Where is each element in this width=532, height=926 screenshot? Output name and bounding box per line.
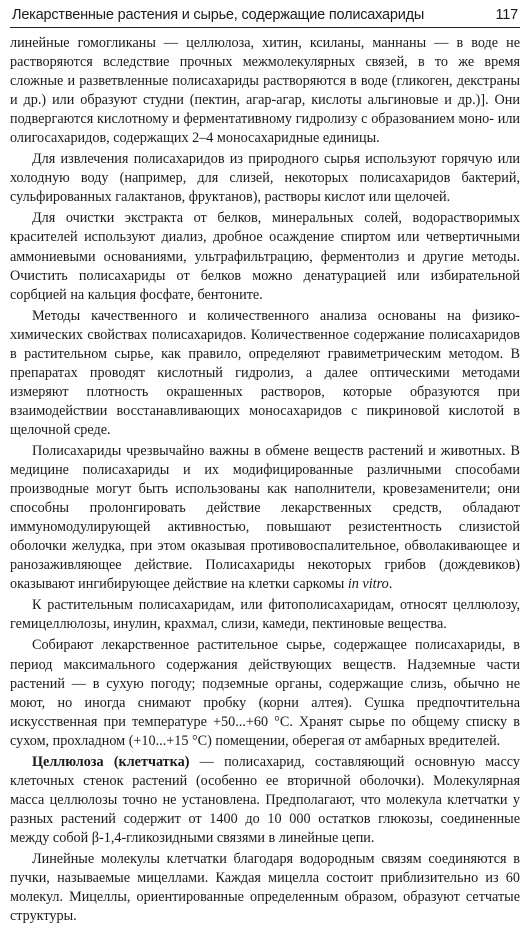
body-text (10, 34, 520, 926)
page-number: 117 (495, 7, 518, 23)
paragraph-4: Методы качественного и количественного анализа основаны на физико-химических свойствах полисахаридов. Количественное содержание полисахаридов в растительном сырье, как правило, определяют гравиметрическим методом. В препаратах проводят кислотный гидролиз, а далее оптическими методами измеряют плотность окрашенных растворов, которые образуются при взаимодействии восстанавливающих моносахаридов с пикриновой кислотой в щелочной среде. (10, 307, 520, 438)
paragraph-6: К растительным полисахаридам, или фитополисахаридам, относят целлюлозу, гемицеллюлозы, инулин, крахмал, слизи, камеди, пектиновые вещества. (10, 597, 520, 633)
paragraph-8-text: — полисахарид, составляющий основную массу клеточных стенок растений (особенно ее вторичной оболочки). Молекулярная масса целлюлозы точно не установлена. Предполагают, что молекула клетчатки у разных растений содержит от 1400 до 10 000 остатков глюкозы, соединенные между собой β-1,4-гликозидными связями в линейные цепи. (10, 753, 520, 846)
running-title: Лекарственные растения и сырье, содержащие полисахариды (12, 7, 425, 23)
cellulose-term: Целлюлоза (клетчатка) (32, 753, 190, 770)
paragraph-9: Линейные молекулы клетчатки благодаря водородным связям соединяются в пучки, называемые мицеллами. Каждая мицелла состоит приблизительно из 60 молекул. Мицеллы, ориентированные определенным образом, образуют сетчатые структуры. (10, 850, 520, 925)
running-head (10, 0, 520, 28)
paragraph-8 (10, 753, 520, 848)
paragraph-5-end: . (388, 576, 393, 593)
paragraph-7: Собирают лекарственное растительное сырье, содержащее полисахариды, в период максимального содержания действующих веществ. Надземные части растений — в сухую погоду; подземные органы, содержащие слизь, обычно не моют, но иногда снимают пробку (корни алтея). Сушка предпочтительна искусственная при температуре +50...+60 °С. Хранят сырье по общему списку в сухом, прохладном (+10...+15 °С) помещении, оберегая от амбарных вредителей. (10, 637, 520, 749)
in-vitro-italic: in vitro (347, 576, 389, 593)
paragraph-1: линейные гомогликаны — целлюлоза, хитин, ксиланы, маннаны — в воде не растворяются вследствие прочных межмолекулярных связей, в то же время сложные и разветвленные полисахариды растворяются в воде (гликоген, декстраны и др.) или образуют студни (пектин, агар-агар, кислоты альгиновые и др.)]. Они подвергаются кислотному и ферментативному гидролизу с образованием моно- или олигосахаридов, содержащих 2–4 моносахаридные единицы. (10, 35, 520, 147)
paragraph-5 (10, 442, 520, 594)
paragraph-5-text: Полисахариды чрезвычайно важны в обмене веществ растений и животных. В медицине полисахариды и их модифицированные различными способами производные могут быть использованы как наполнители, кровезаменители; они способны пролонгировать действие лекарственных средств, обладают иммуномодулирующей активностью, повышают резистентность слизистой оболочки желудка, при этом оказывая противовоспалительное, обволакивающее и ранозаживляющее действие. Полисахариды некоторых грибов (дождевиков) оказывают ингибирующее действие на клетки саркомы (10, 442, 520, 593)
paragraph-3: Для очистки экстракта от белков, минеральных солей, водорастворимых красителей используют диализ, дробное осаждение спиртом или четвертичными аммониевыми основаниями, ультрафильтрацию, ферментолиз и другие методы. Очистить полисахариды от белков можно денатурацией или избирательной сорбцией на кальция фосфате, бентоните. (10, 210, 520, 303)
paragraph-2: Для извлечения полисахаридов из природного сырья используют горячую или холодную воду (например, для слизей, некоторых полисахаридов бактерий, сульфированных галактанов, фруктанов), растворы кислот или щелочей. (10, 151, 520, 206)
